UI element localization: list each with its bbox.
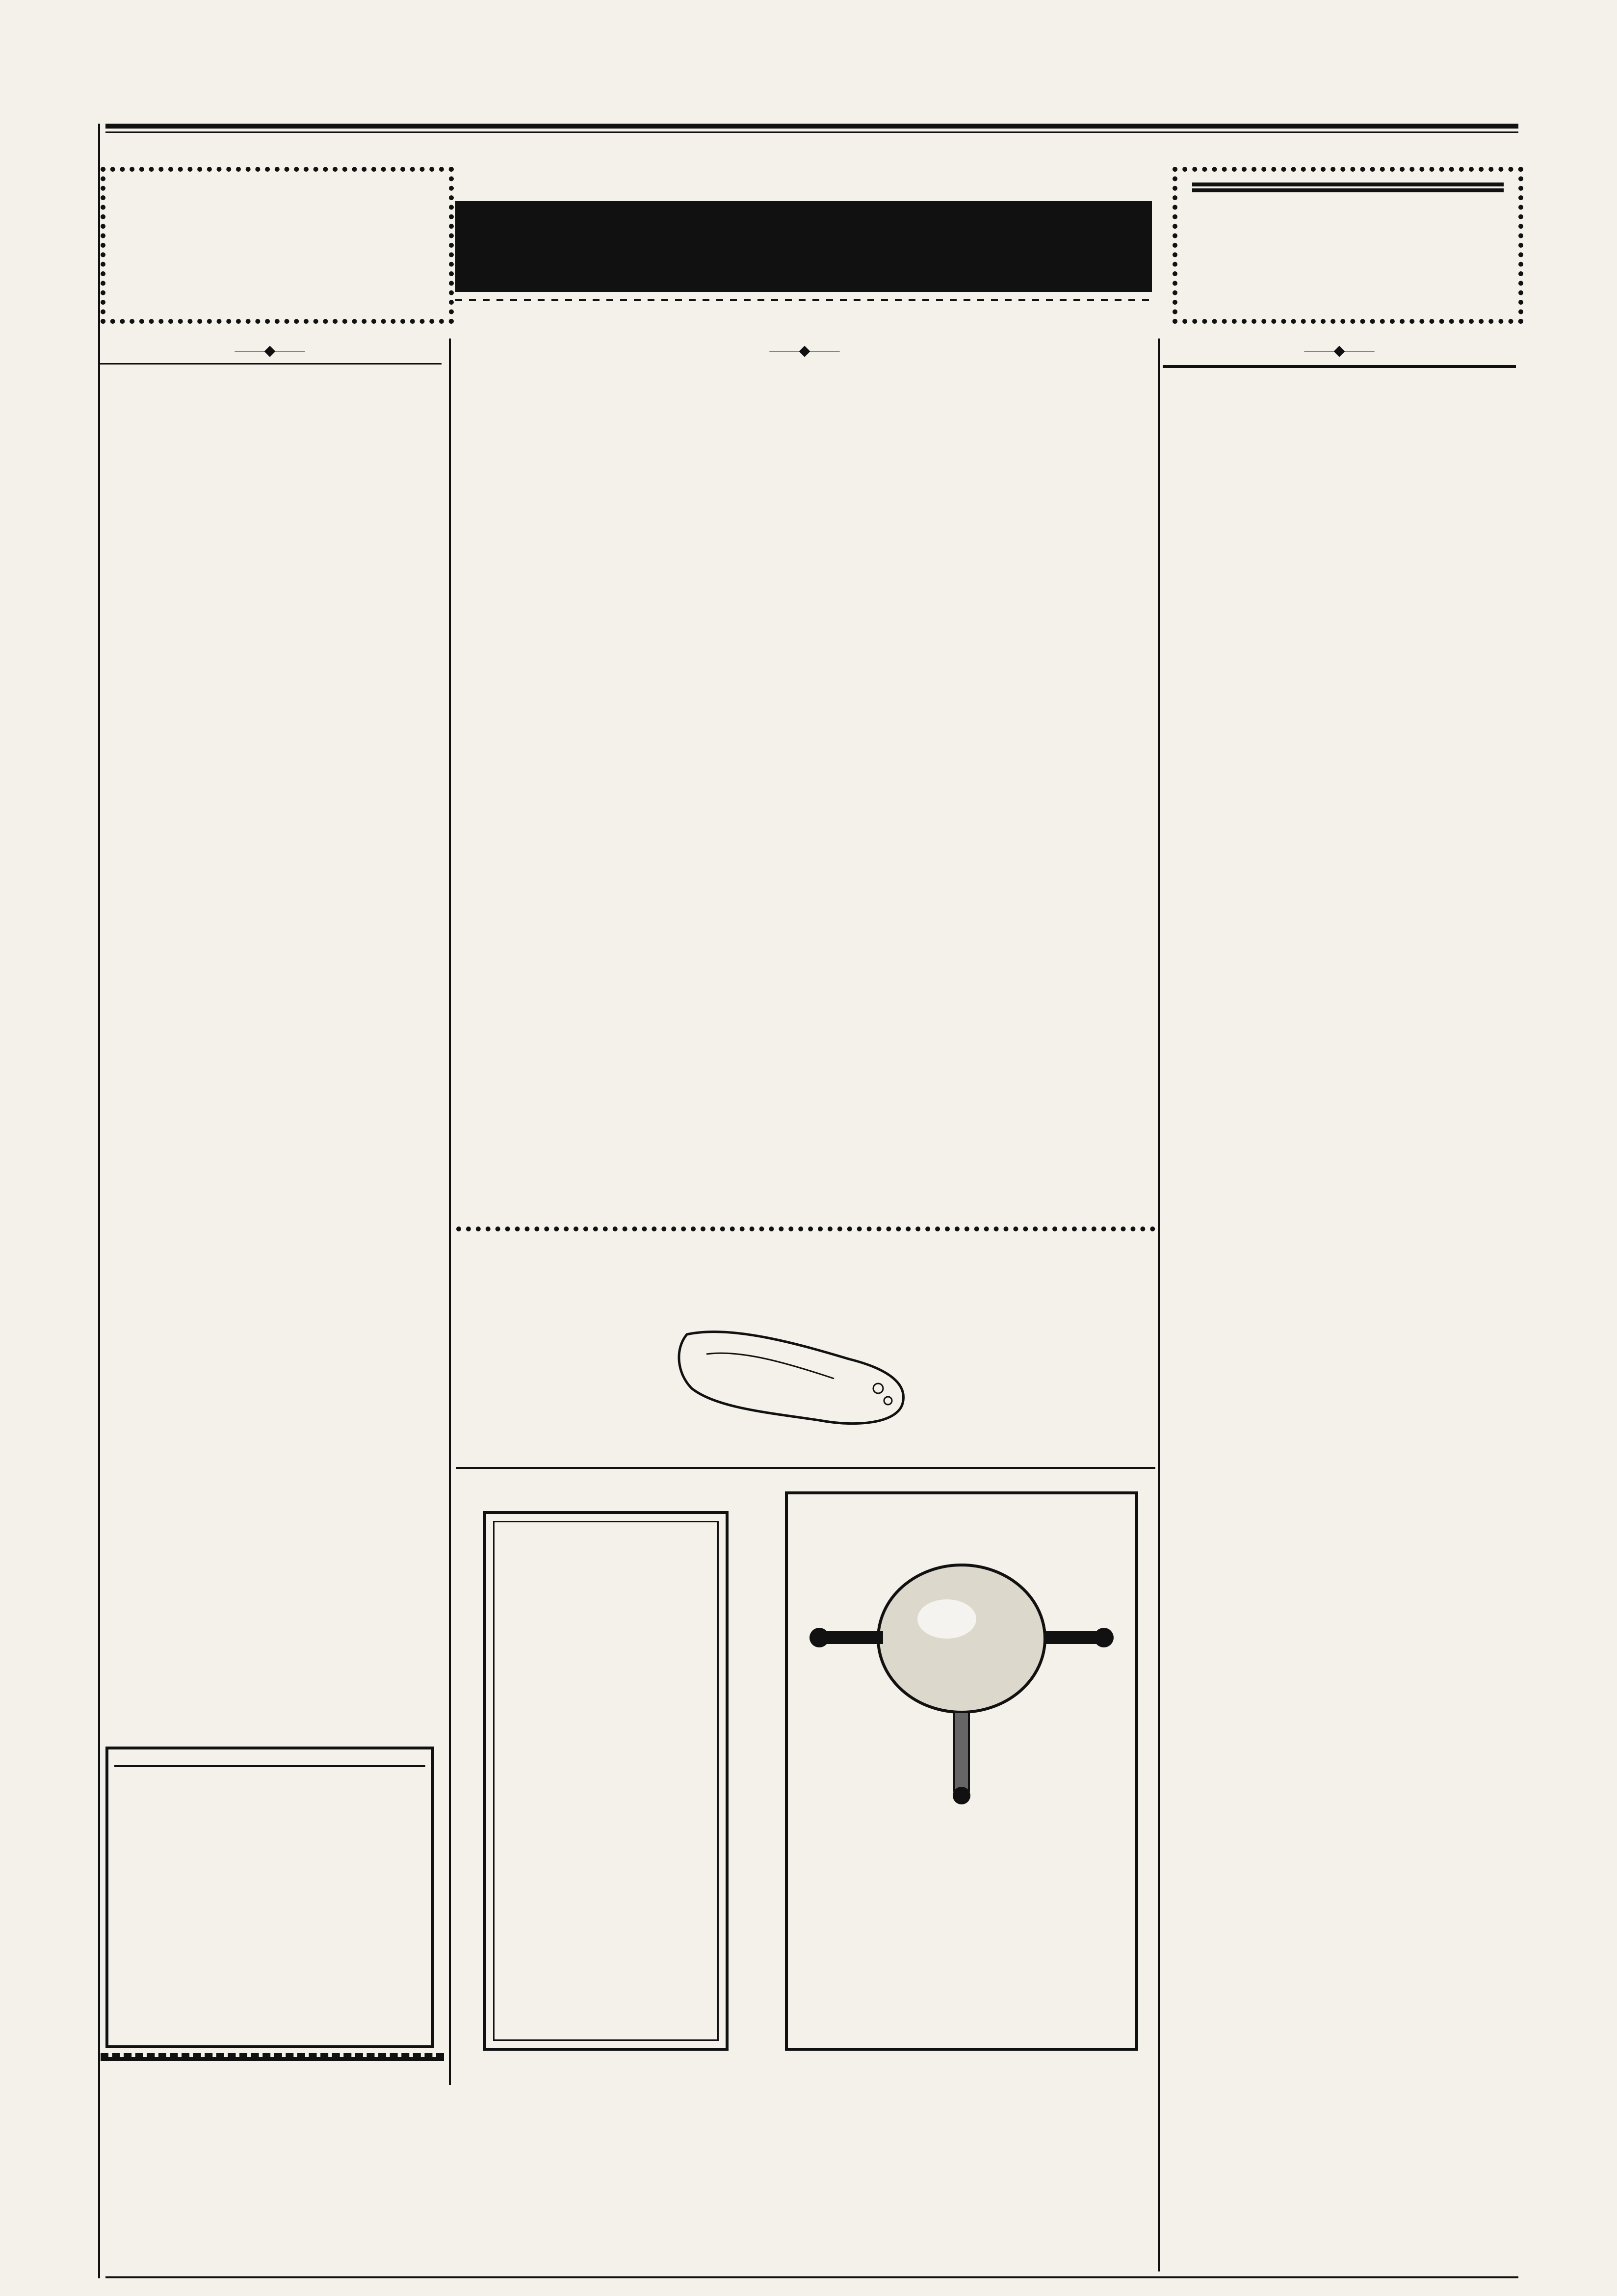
philips-ad bbox=[785, 1491, 1138, 2051]
salicilino-ad bbox=[1173, 167, 1523, 324]
right-kicker-ornament: ——◆—— bbox=[1304, 342, 1375, 359]
footer-rule bbox=[105, 2276, 1518, 2278]
stores-ad bbox=[101, 2053, 444, 2061]
policlinica-ad bbox=[105, 1747, 434, 2048]
left-border bbox=[98, 124, 100, 2278]
salicilino-line3 bbox=[1192, 190, 1504, 192]
policlinica-address bbox=[114, 1758, 425, 1767]
right-column bbox=[1163, 343, 1516, 371]
salicilino-line1 bbox=[1192, 183, 1504, 186]
header-rule-thin bbox=[105, 131, 1518, 133]
center-column bbox=[459, 343, 1150, 368]
banner-dots bbox=[455, 299, 1152, 301]
left-kicker-ornament: ——◆—— bbox=[235, 342, 305, 359]
center-kicker-ornament: ——◆—— bbox=[769, 342, 840, 359]
x-ray-tube-illustration bbox=[800, 1506, 1123, 1810]
column-rule-left bbox=[449, 339, 451, 2085]
dermoxa-bottom-rule bbox=[456, 1467, 1155, 1469]
stores-address bbox=[101, 2057, 444, 2061]
dermoxa-ad bbox=[456, 1226, 1155, 1464]
jacobus-ad bbox=[483, 1511, 729, 2051]
reis-sa-ad bbox=[101, 167, 454, 324]
foot-illustration bbox=[672, 1315, 917, 1442]
column-rule-right bbox=[1158, 339, 1160, 2271]
section-banner bbox=[455, 201, 1152, 292]
left-column bbox=[98, 343, 442, 369]
header-rule bbox=[105, 124, 1518, 129]
